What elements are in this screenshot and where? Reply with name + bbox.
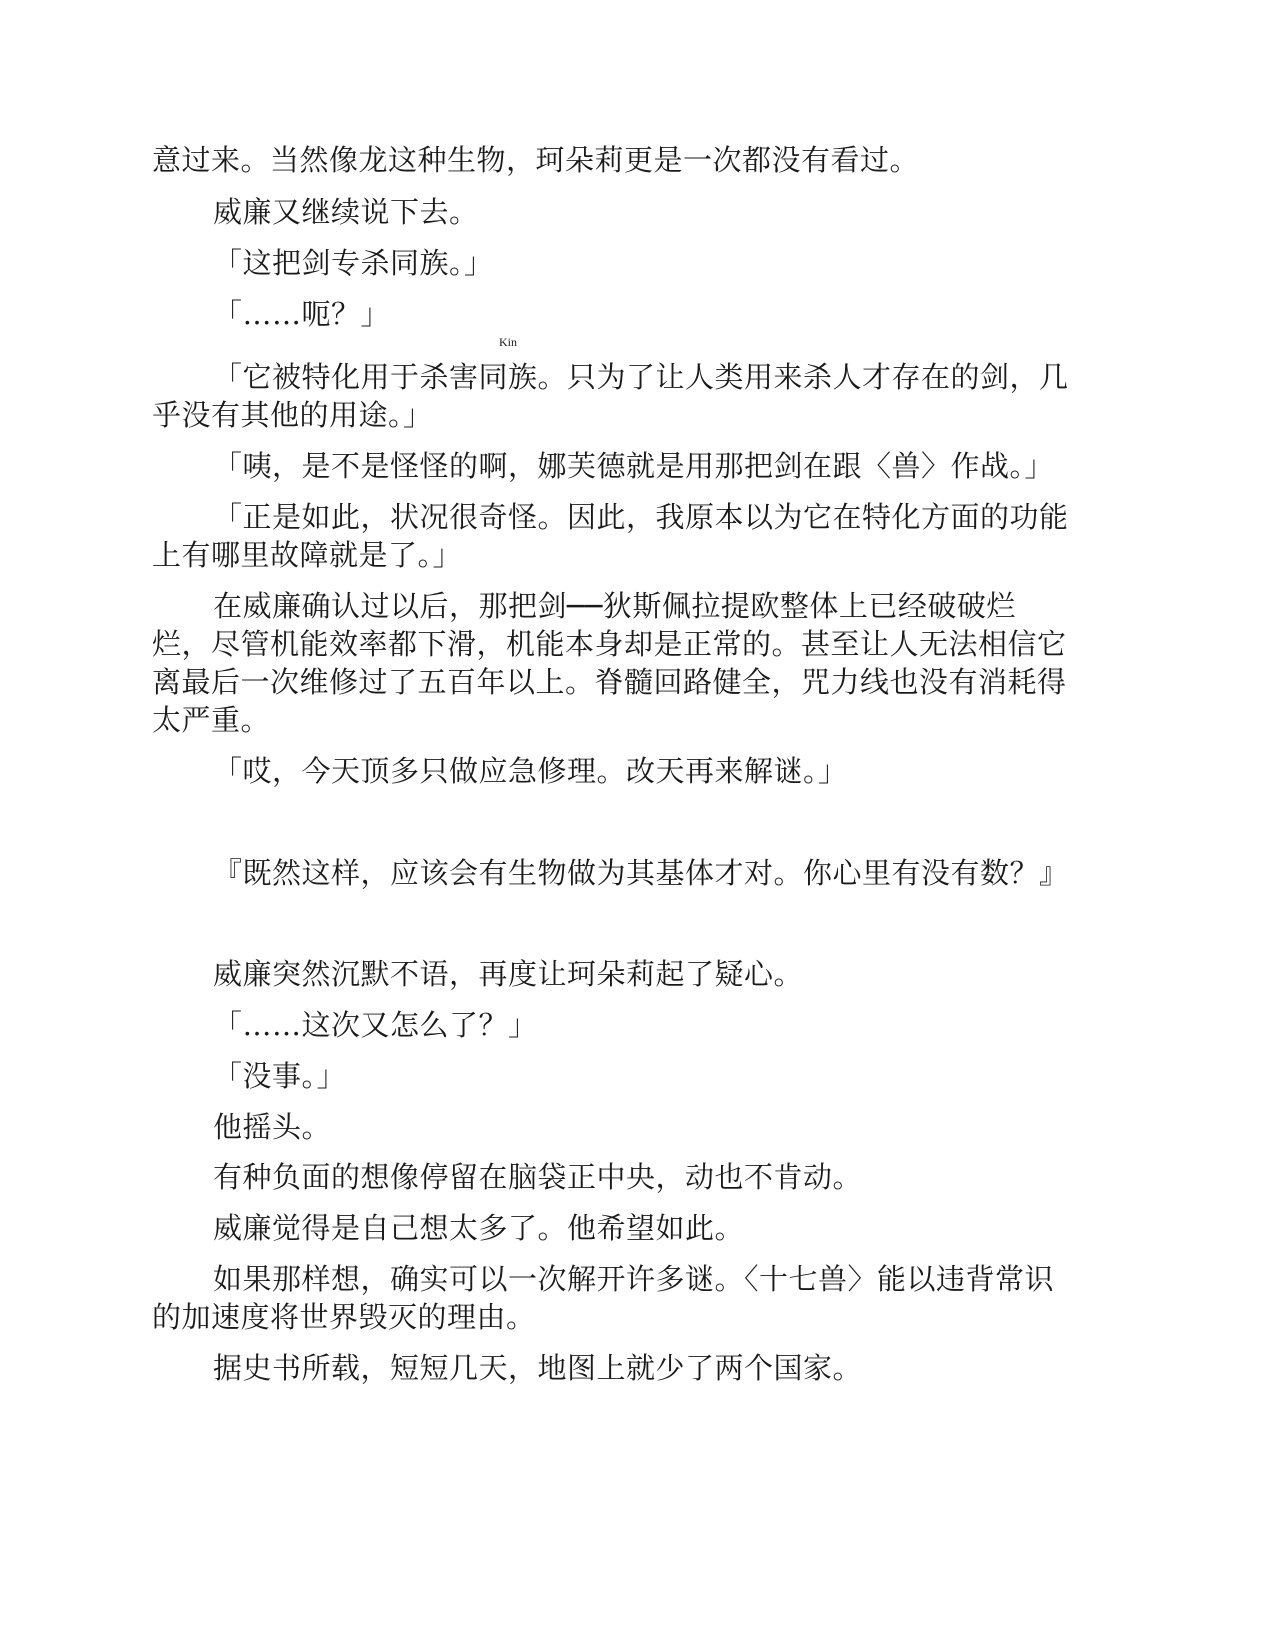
text-line: 『既然这样，应该会有生物做为其基体才对。你心里有没有数？』 [213,856,1069,890]
text-line: 「正是如此，状况很奇怪。因此，我原本以为它在特化方面的功能 [213,500,1069,534]
ruby-before: 「它被特化用于杀害 [213,360,479,394]
text-line: 威廉又继续说下去。 [213,195,479,229]
text-line: 威廉突然沉默不语，再度让珂朵莉起了疑心。 [213,957,804,991]
text-line: 如果那样想，确实可以一次解开许多谜。〈十七兽〉能以违背常识 [213,1262,1055,1296]
text-line: 在威廉确认过以后，那把剑──狄斯佩拉提欧整体上已经破破烂 [213,589,1016,623]
ruby-annotated-word [478,335,538,397]
text-line: 「没事。」 [213,1059,347,1093]
text-line: 有种负面的想像停留在脑袋正中央，动也不肯动。 [213,1160,863,1194]
text-line: 他摇头。 [213,1110,332,1144]
text-line: 烂，尽管机能效率都下滑，机能本身却是正常的。甚至让人无法相信它 [152,627,1067,661]
text-line: 「咦，是不是怪怪的啊，娜芙德就是用那把剑在跟〈兽〉作战。」 [213,449,1055,483]
text-line: 威廉觉得是自己想太多了。他希望如此。 [213,1211,745,1245]
ruby-annotation: Kin [499,335,518,349]
text-line: 「……这次又怎么了？」 [213,1008,538,1042]
ruby-base: 同族 [478,360,538,394]
text-line-with-ruby [213,335,1132,397]
text-line: 据史书所载，短短几天，地图上就少了两个国家。 [213,1351,863,1385]
text-line: 意过来。当然像龙这种生物，珂朵莉更是一次都没有看过。 [152,143,920,177]
text-line: 的加速度将世界毁灭的理由。 [152,1300,536,1334]
text-line: 乎没有其他的用途。」 [152,398,433,432]
ruby-after: 。只为了让人类用来杀人才存在的剑，几 [537,360,1069,394]
text-line: 「这把剑专杀同族。」 [213,246,494,280]
text-line: 太严重。 [152,703,271,737]
text-line: 离最后一次维修过了五百年以上。脊髓回路健全，咒力线也没有消耗得 [152,665,1067,699]
text-line: 「……呃？」 [213,297,391,331]
text-line: 「哎，今天顶多只做应急修理。改天再来解谜。」 [213,754,848,788]
text-line: 上有哪里故障就是了。」 [152,538,463,572]
